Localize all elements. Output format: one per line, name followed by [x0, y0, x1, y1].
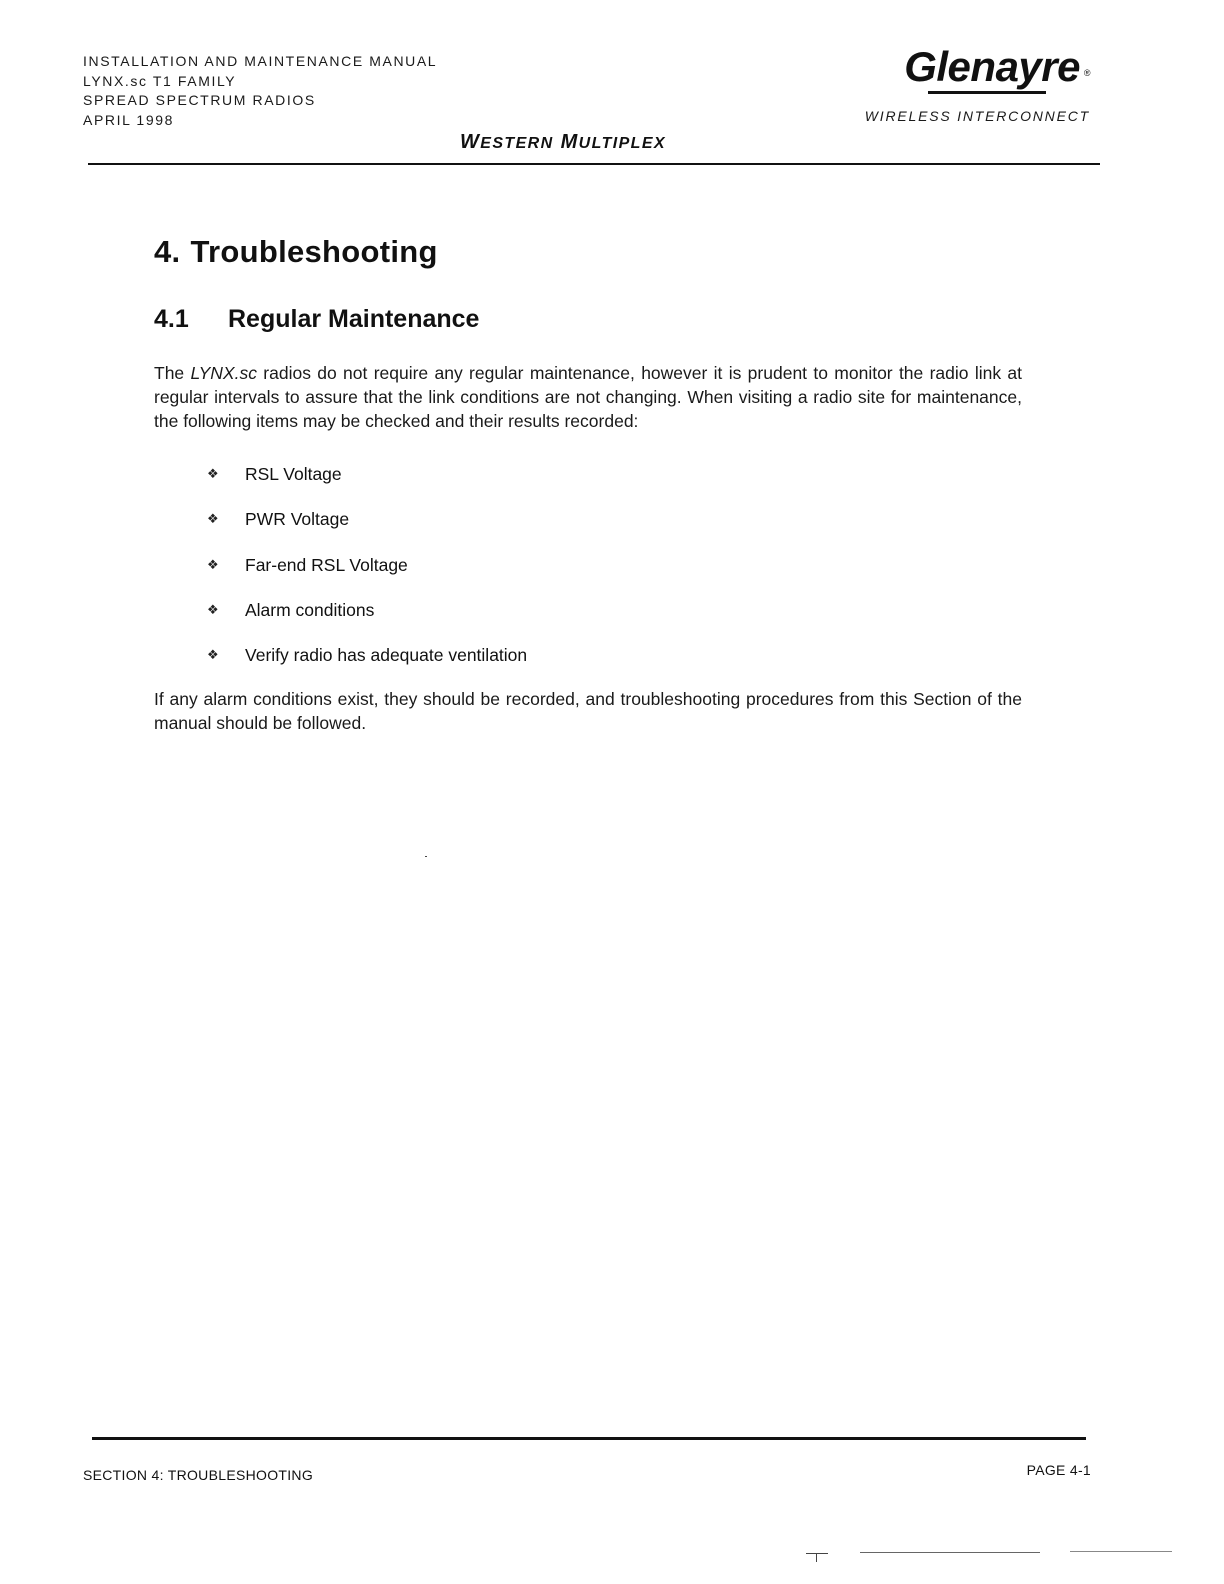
product-family: LYNX.sc T1 FAMILY	[83, 72, 237, 89]
company-title	[460, 131, 666, 154]
list-item-label: Far-end RSL Voltage	[245, 554, 408, 575]
maintenance-checklist	[207, 460, 527, 686]
diamond-bullet-icon: ❖	[207, 511, 219, 527]
manual-title: INSTALLATION AND MAINTENANCE MANUAL	[83, 53, 438, 69]
subsection-heading	[154, 305, 479, 334]
list-item	[207, 505, 527, 550]
subsection-number: 4.1	[154, 305, 189, 333]
company-word-2-initial: M	[560, 131, 579, 153]
scan-artifact-tick	[816, 1554, 817, 1562]
glenayre-logo	[904, 44, 1090, 90]
footer-page-number: PAGE 4-1	[1026, 1462, 1091, 1478]
logo-underline	[928, 91, 1046, 94]
footer-section-label: SECTION 4: TROUBLESHOOTING	[83, 1467, 314, 1483]
diamond-bullet-icon: ❖	[207, 601, 219, 617]
list-item-label: PWR Voltage	[245, 509, 350, 530]
list-item-label: Verify radio has adequate ventilation	[245, 645, 528, 666]
header-divider	[88, 163, 1100, 165]
scan-speck	[425, 856, 427, 857]
subsection-title: Regular Maintenance	[228, 305, 480, 333]
intro-paragraph	[154, 361, 1022, 433]
registered-mark: ®	[1083, 68, 1090, 78]
scan-artifact-line	[860, 1552, 1040, 1553]
company-word-2-rest: ULTIPLEX	[578, 135, 666, 152]
diamond-bullet-icon: ❖	[207, 647, 219, 663]
document-header-info	[83, 52, 437, 130]
company-word-1-rest: ESTERN	[480, 135, 554, 152]
intro-body: radios do not require any regular maintenance, however it is prudent to monitor the radio link at regular intervals to assure that the link conditions are not changing. When visiting a radio site for maintenance, the following items may be checked and their results recorded:	[154, 363, 1022, 431]
company-word-1-initial: W	[460, 131, 481, 153]
section-number: 4.	[154, 234, 181, 269]
diamond-bullet-icon: ❖	[207, 556, 219, 572]
closing-paragraph: If any alarm conditions exist, they should be recorded, and troubleshooting procedures from this Section of the manual should be followed.	[154, 689, 1022, 733]
diamond-bullet-icon: ❖	[207, 466, 219, 481]
list-item	[207, 460, 527, 505]
logo-wordmark: Glenayre	[904, 43, 1080, 90]
section-heading	[154, 234, 438, 270]
scan-artifact-line	[1070, 1551, 1172, 1552]
brand-block	[830, 43, 1090, 124]
list-item	[207, 551, 527, 596]
list-item	[207, 596, 527, 641]
product-type: SPREAD SPECTRUM RADIOS	[83, 92, 316, 108]
list-item-label: Alarm conditions	[245, 599, 375, 620]
scan-artifact-line	[806, 1553, 828, 1554]
list-item	[207, 641, 527, 686]
footer-divider	[92, 1437, 1086, 1440]
brand-tagline: WIRELESS INTERCONNECT	[864, 108, 1090, 124]
intro-lead: The	[154, 363, 191, 383]
section-title: Troubleshooting	[190, 234, 438, 269]
publication-date: APRIL 1998	[83, 111, 174, 128]
list-item-label: RSL Voltage	[245, 464, 342, 484]
product-name: LYNX.sc	[190, 363, 257, 383]
